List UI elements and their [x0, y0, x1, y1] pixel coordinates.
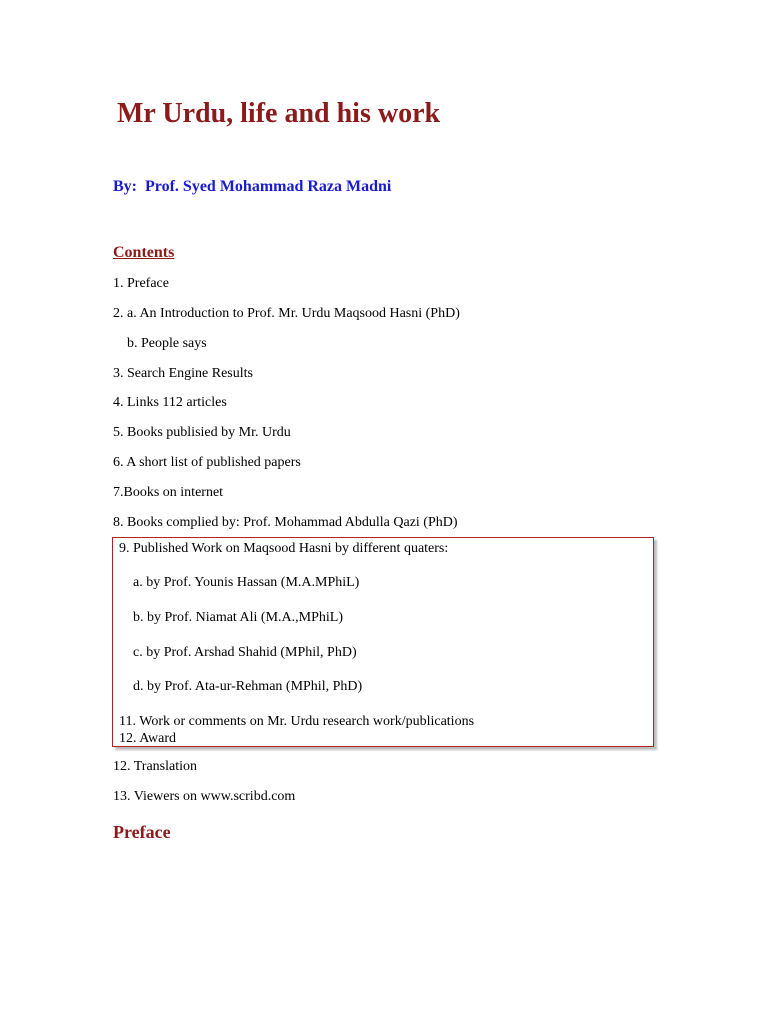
toc-item-search-engine-results: 3. Search Engine Results — [113, 366, 253, 381]
toc-item-introduction: 2. a. An Introduction to Prof. Mr. Urdu Maqsood Hasni (PhD) — [113, 306, 460, 321]
toc-item-books-complied: 8. Books complied by: Prof. Mohammad Abdulla Qazi (PhD) — [113, 515, 458, 530]
toc-item-viewers: 13. Viewers on www.scribd.com — [113, 789, 296, 804]
box-item-ata-ur-rehman: d. by Prof. Ata-ur-Rehman (MPhil, PhD) — [133, 679, 363, 694]
toc-item-books-published: 5. Books publisied by Mr. Urdu — [113, 425, 291, 440]
box-item-arshad-shahid: c. by Prof. Arshad Shahid (MPhil, PhD) — [133, 645, 357, 660]
toc-item-translation: 12. Translation — [113, 759, 198, 774]
toc-item-links: 4. Links 112 articles — [113, 395, 227, 410]
box-item-award: 12. Award — [119, 731, 177, 746]
contents-heading: Contents — [113, 244, 175, 261]
box-heading: 9. Published Work on Maqsood Hasni by different quaters: — [119, 541, 449, 556]
document-title: Mr Urdu, life and his work — [117, 98, 441, 129]
toc-item-published-papers: 6. A short list of published papers — [113, 455, 301, 470]
toc-item-people-says: b. People says — [127, 336, 207, 351]
byline — [113, 176, 391, 198]
box-item-niamat-ali: b. by Prof. Niamat Ali (M.A.,MPhiL) — [133, 610, 343, 625]
byline-author: Prof. Syed Mohammad Raza Madni — [145, 178, 392, 195]
box-item-younis-hassan: a. by Prof. Younis Hassan (M.A.MPhiL) — [133, 575, 360, 590]
byline-label: By: — [113, 178, 137, 195]
toc-item-preface: 1. Preface — [113, 276, 169, 291]
toc-item-books-on-internet: 7.Books on internet — [113, 485, 224, 500]
preface-heading: Preface — [113, 822, 171, 842]
box-item-work-comments: 11. Work or comments on Mr. Urdu research work/publications — [119, 714, 475, 729]
published-work-box — [112, 537, 654, 747]
